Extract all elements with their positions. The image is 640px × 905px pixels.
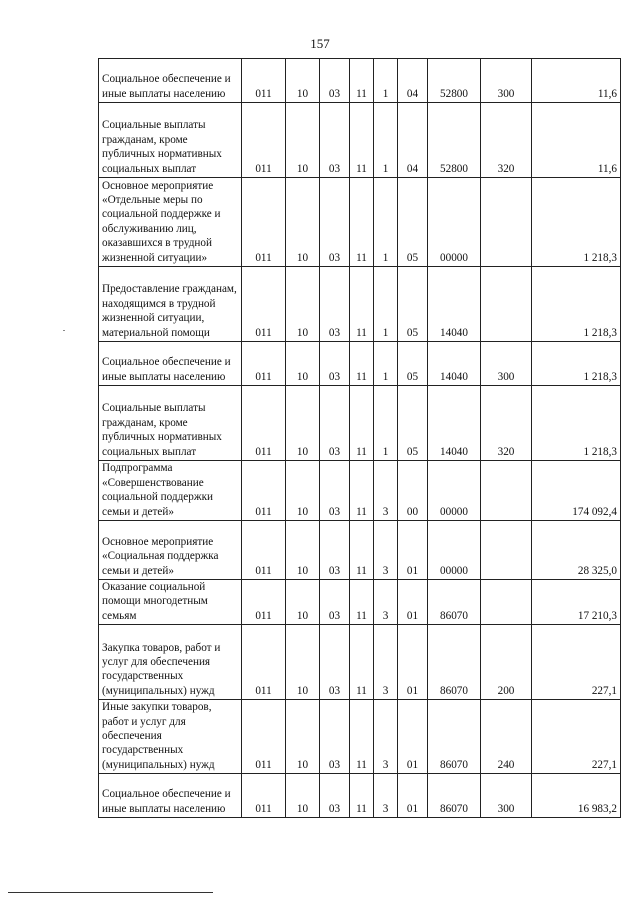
table-row bbox=[99, 521, 621, 580]
code-event-cell: 01 bbox=[398, 700, 428, 774]
code-section-cell: 10 bbox=[286, 461, 320, 521]
table-row bbox=[99, 461, 621, 521]
code-vr-cell bbox=[481, 521, 532, 580]
amount-cell: 227,1 bbox=[532, 625, 621, 700]
code-gr-cell: 011 bbox=[242, 178, 286, 267]
code-subprogram-cell: 3 bbox=[374, 625, 398, 700]
code-vr-cell: 320 bbox=[481, 386, 532, 461]
code-subsection-cell: 03 bbox=[320, 386, 350, 461]
code-direction-cell: 14040 bbox=[428, 267, 481, 342]
code-event-cell: 05 bbox=[398, 178, 428, 267]
row-name: Иные закупки товаров, работ и услуг для обеспечения государственных (муниципальных) нужд bbox=[99, 700, 242, 774]
code-subprogram-cell: 1 bbox=[374, 178, 398, 267]
code-event-cell: 01 bbox=[398, 625, 428, 700]
code-section-cell: 10 bbox=[286, 521, 320, 580]
code-event-cell: 04 bbox=[398, 59, 428, 103]
code-gr-cell: 011 bbox=[242, 267, 286, 342]
code-subsection-cell: 03 bbox=[320, 267, 350, 342]
code-section-cell: 10 bbox=[286, 625, 320, 700]
code-direction-cell: 00000 bbox=[428, 178, 481, 267]
code-vr-cell: 200 bbox=[481, 625, 532, 700]
code-section-cell: 10 bbox=[286, 700, 320, 774]
code-program-cell: 11 bbox=[350, 700, 374, 774]
row-name: Социальное обеспечение и иные выплаты населению bbox=[99, 59, 242, 103]
code-subprogram-cell: 1 bbox=[374, 103, 398, 178]
code-subsection-cell: 03 bbox=[320, 342, 350, 386]
code-direction-cell: 52800 bbox=[428, 59, 481, 103]
code-direction-cell: 14040 bbox=[428, 386, 481, 461]
code-event-cell: 01 bbox=[398, 774, 428, 818]
margin-mark bbox=[63, 330, 65, 331]
code-direction-cell: 86070 bbox=[428, 625, 481, 700]
code-program-cell: 11 bbox=[350, 178, 374, 267]
code-subprogram-cell: 3 bbox=[374, 521, 398, 580]
code-section-cell: 10 bbox=[286, 386, 320, 461]
code-event-cell: 01 bbox=[398, 580, 428, 625]
code-direction-cell: 86070 bbox=[428, 700, 481, 774]
amount-cell: 11,6 bbox=[532, 103, 621, 178]
code-section-cell: 10 bbox=[286, 59, 320, 103]
code-program-cell: 11 bbox=[350, 580, 374, 625]
code-program-cell: 11 bbox=[350, 342, 374, 386]
code-subsection-cell: 03 bbox=[320, 774, 350, 818]
code-event-cell: 05 bbox=[398, 267, 428, 342]
code-gr-cell: 011 bbox=[242, 625, 286, 700]
code-section-cell: 10 bbox=[286, 267, 320, 342]
code-subsection-cell: 03 bbox=[320, 103, 350, 178]
row-name: Закупка товаров, работ и услуг для обеспечения государственных (муниципальных) нужд bbox=[99, 625, 242, 700]
code-subprogram-cell: 1 bbox=[374, 386, 398, 461]
code-direction-cell: 00000 bbox=[428, 461, 481, 521]
code-subsection-cell: 03 bbox=[320, 461, 350, 521]
code-section-cell: 10 bbox=[286, 342, 320, 386]
table-row bbox=[99, 700, 621, 774]
row-name: Основное мероприятие «Отдельные меры по социальной поддержке и обслуживанию лиц, оказавшихся в трудной жизненной ситуации» bbox=[99, 178, 242, 267]
code-vr-cell bbox=[481, 267, 532, 342]
code-subprogram-cell: 3 bbox=[374, 774, 398, 818]
code-program-cell: 11 bbox=[350, 625, 374, 700]
code-gr-cell: 011 bbox=[242, 342, 286, 386]
table-row bbox=[99, 103, 621, 178]
code-vr-cell: 240 bbox=[481, 700, 532, 774]
code-gr-cell: 011 bbox=[242, 580, 286, 625]
code-subprogram-cell: 3 bbox=[374, 461, 398, 521]
amount-cell: 1 218,3 bbox=[532, 386, 621, 461]
budget-table bbox=[98, 58, 621, 818]
code-direction-cell: 86070 bbox=[428, 580, 481, 625]
code-subsection-cell: 03 bbox=[320, 59, 350, 103]
table-row bbox=[99, 178, 621, 267]
code-gr-cell: 011 bbox=[242, 521, 286, 580]
amount-cell: 17 210,3 bbox=[532, 580, 621, 625]
code-vr-cell bbox=[481, 461, 532, 521]
code-program-cell: 11 bbox=[350, 59, 374, 103]
code-subsection-cell: 03 bbox=[320, 625, 350, 700]
table-row bbox=[99, 59, 621, 103]
amount-cell: 1 218,3 bbox=[532, 267, 621, 342]
code-event-cell: 00 bbox=[398, 461, 428, 521]
row-name: Предоставление гражданам, находящимся в трудной жизненной ситуации, материальной помощи bbox=[99, 267, 242, 342]
amount-cell: 1 218,3 bbox=[532, 178, 621, 267]
code-event-cell: 04 bbox=[398, 103, 428, 178]
code-vr-cell: 320 bbox=[481, 103, 532, 178]
code-subprogram-cell: 1 bbox=[374, 267, 398, 342]
code-gr-cell: 011 bbox=[242, 59, 286, 103]
code-vr-cell: 300 bbox=[481, 342, 532, 386]
code-vr-cell: 300 bbox=[481, 59, 532, 103]
code-gr-cell: 011 bbox=[242, 461, 286, 521]
code-gr-cell: 011 bbox=[242, 386, 286, 461]
code-subsection-cell: 03 bbox=[320, 521, 350, 580]
code-section-cell: 10 bbox=[286, 774, 320, 818]
row-name: Социальные выплаты гражданам, кроме публичных нормативных социальных выплат bbox=[99, 386, 242, 461]
code-subsection-cell: 03 bbox=[320, 178, 350, 267]
amount-cell: 227,1 bbox=[532, 700, 621, 774]
row-name: Социальное обеспечение и иные выплаты населению bbox=[99, 342, 242, 386]
table-row bbox=[99, 342, 621, 386]
code-program-cell: 11 bbox=[350, 461, 374, 521]
code-program-cell: 11 bbox=[350, 103, 374, 178]
row-name: Социальное обеспечение и иные выплаты населению bbox=[99, 774, 242, 818]
code-subsection-cell: 03 bbox=[320, 580, 350, 625]
code-program-cell: 11 bbox=[350, 774, 374, 818]
code-section-cell: 10 bbox=[286, 178, 320, 267]
code-subprogram-cell: 1 bbox=[374, 342, 398, 386]
code-vr-cell: 300 bbox=[481, 774, 532, 818]
amount-cell: 28 325,0 bbox=[532, 521, 621, 580]
code-gr-cell: 011 bbox=[242, 103, 286, 178]
code-event-cell: 01 bbox=[398, 521, 428, 580]
amount-cell: 16 983,2 bbox=[532, 774, 621, 818]
code-program-cell: 11 bbox=[350, 521, 374, 580]
table-row bbox=[99, 386, 621, 461]
row-name: Подпрограмма «Совершенствование социальной поддержки семьи и детей» bbox=[99, 461, 242, 521]
table-row bbox=[99, 774, 621, 818]
amount-cell: 174 092,4 bbox=[532, 461, 621, 521]
code-direction-cell: 14040 bbox=[428, 342, 481, 386]
row-name: Социальные выплаты гражданам, кроме публичных нормативных социальных выплат bbox=[99, 103, 242, 178]
code-program-cell: 11 bbox=[350, 267, 374, 342]
code-subprogram-cell: 3 bbox=[374, 580, 398, 625]
code-direction-cell: 86070 bbox=[428, 774, 481, 818]
row-name: Основное мероприятие «Социальная поддержка семьи и детей» bbox=[99, 521, 242, 580]
page-number: 157 bbox=[310, 36, 330, 51]
code-vr-cell bbox=[481, 580, 532, 625]
code-gr-cell: 011 bbox=[242, 774, 286, 818]
amount-cell: 1 218,3 bbox=[532, 342, 621, 386]
code-event-cell: 05 bbox=[398, 342, 428, 386]
footnote-rule bbox=[8, 892, 213, 893]
table-row bbox=[99, 580, 621, 625]
code-subprogram-cell: 1 bbox=[374, 59, 398, 103]
table-row bbox=[99, 267, 621, 342]
code-section-cell: 10 bbox=[286, 103, 320, 178]
row-name: Оказание социальной помощи многодетным семьям bbox=[99, 580, 242, 625]
code-program-cell: 11 bbox=[350, 386, 374, 461]
code-gr-cell: 011 bbox=[242, 700, 286, 774]
code-event-cell: 05 bbox=[398, 386, 428, 461]
code-section-cell: 10 bbox=[286, 580, 320, 625]
amount-cell: 11,6 bbox=[532, 59, 621, 103]
code-vr-cell bbox=[481, 178, 532, 267]
code-subsection-cell: 03 bbox=[320, 700, 350, 774]
code-direction-cell: 00000 bbox=[428, 521, 481, 580]
code-subprogram-cell: 3 bbox=[374, 700, 398, 774]
table-row bbox=[99, 625, 621, 700]
code-direction-cell: 52800 bbox=[428, 103, 481, 178]
